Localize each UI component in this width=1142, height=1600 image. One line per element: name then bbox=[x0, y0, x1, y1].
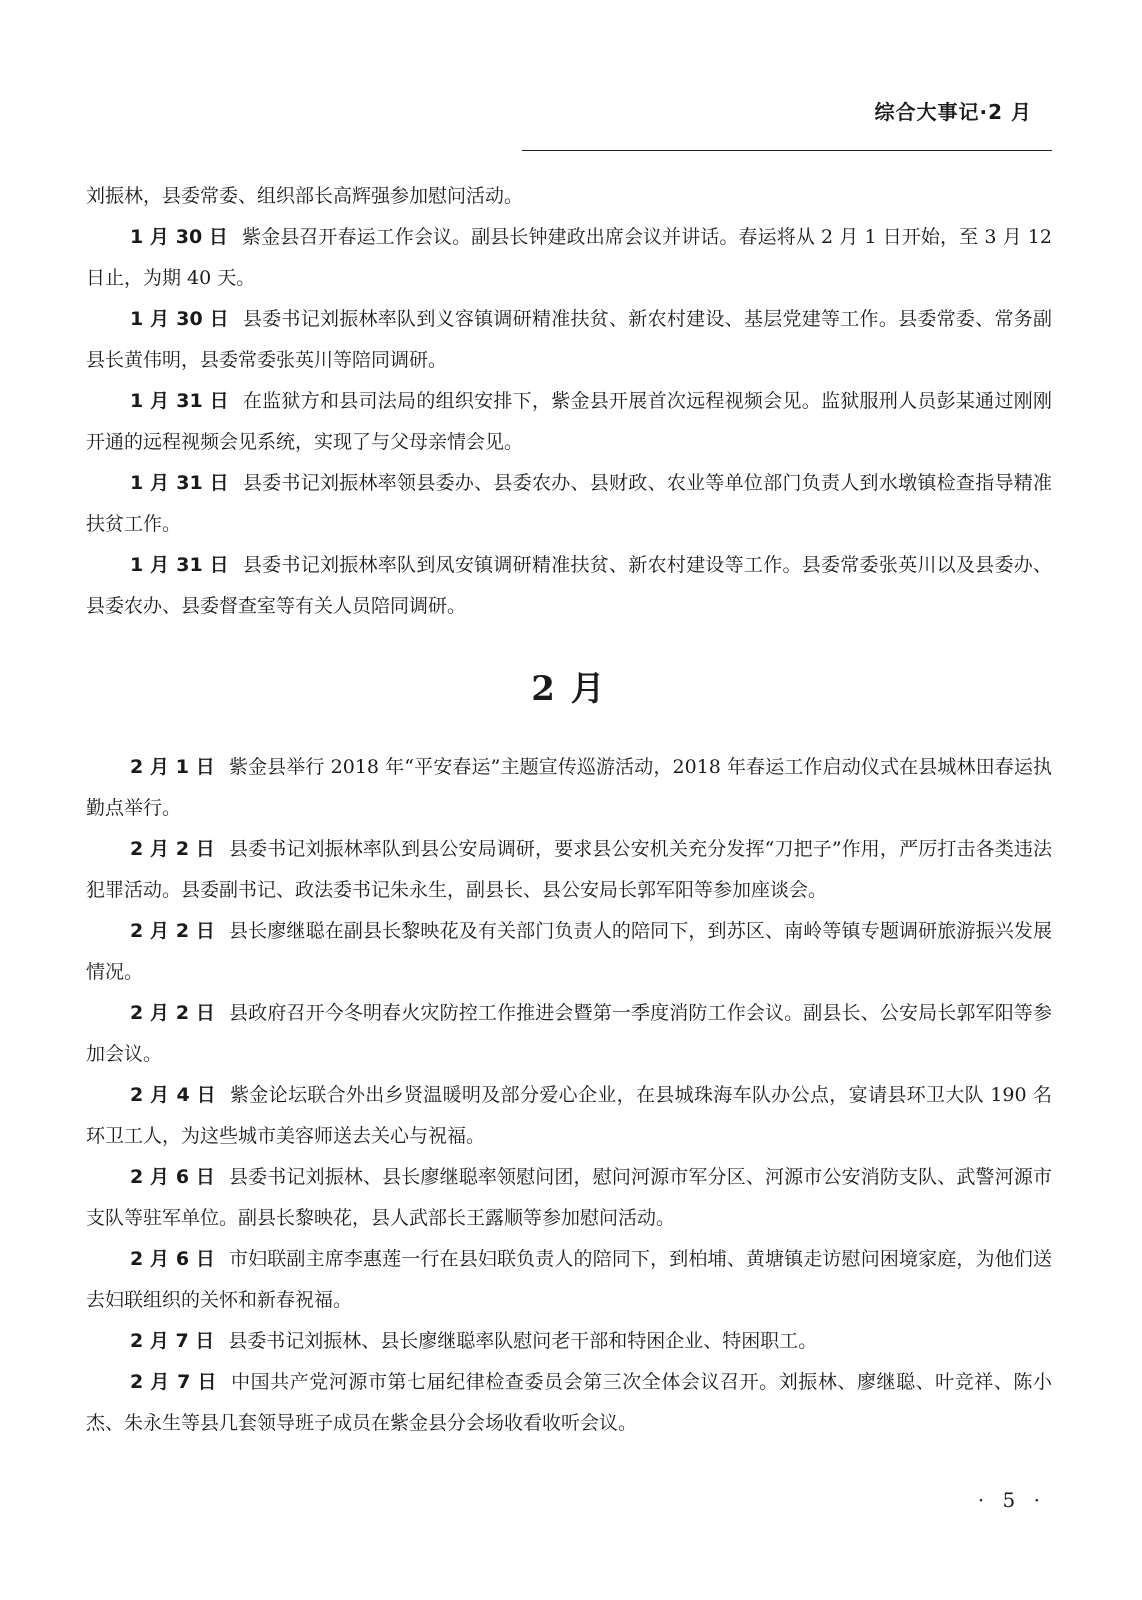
entry-date: 2 月 2 日 bbox=[130, 920, 215, 942]
chronicle-entry bbox=[86, 545, 1052, 627]
chronicle-entry bbox=[86, 1239, 1052, 1321]
chronicle-entry bbox=[86, 463, 1052, 545]
chronicle-entry bbox=[86, 1362, 1052, 1444]
entry-date: 1 月 30 日 bbox=[130, 226, 228, 248]
chronicle-entry bbox=[86, 299, 1052, 381]
entry-date: 2 月 4 日 bbox=[130, 1084, 216, 1106]
entry-date: 2 月 2 日 bbox=[130, 1002, 215, 1024]
february-entry-list bbox=[86, 747, 1052, 1444]
chronicle-entry bbox=[86, 829, 1052, 911]
continuation-paragraph: 刘振林，县委常委、组织部长高辉强参加慰问活动。 bbox=[86, 185, 524, 207]
chronicle-entry bbox=[86, 1157, 1052, 1239]
chronicle-entry bbox=[86, 747, 1052, 829]
entry-text: 县委书记刘振林、县长廖继聪率领慰问团，慰问河源市军分区、河源市公安消防支队、武警河源市支队等驻军单位。副县长黎映花，县人武部长王露顺等参加慰问活动。 bbox=[86, 1166, 1052, 1229]
entry-text: 县长廖继聪在副县长黎映花及有关部门负责人的陪同下，到苏区、南岭等镇专题调研旅游振兴发展情况。 bbox=[86, 920, 1052, 983]
entry-text: 市妇联副主席李惠莲一行在县妇联负责人的陪同下，到柏埔、黄塘镇走访慰问困境家庭，为他们送去妇联组织的关怀和新春祝福。 bbox=[86, 1248, 1052, 1311]
entry-text: 县委书记刘振林率领县委办、县委农办、县财政、农业等单位部门负责人到水墩镇检查指导精准扶贫工作。 bbox=[86, 472, 1052, 535]
page-number: · 5 · bbox=[977, 1488, 1046, 1512]
entry-date: 1 月 31 日 bbox=[130, 390, 229, 412]
chronicle-entry bbox=[86, 381, 1052, 463]
chronicle-entry bbox=[86, 993, 1052, 1075]
entry-date: 2 月 7 日 bbox=[130, 1371, 218, 1393]
entry-text: 县委书记刘振林率队到义容镇调研精准扶贫、新农村建设、基层党建等工作。县委常委、常务副县长黄伟明，县委常委张英川等陪同调研。 bbox=[86, 308, 1052, 371]
entry-text: 县政府召开今冬明春火灾防控工作推进会暨第一季度消防工作会议。副县长、公安局长郭军阳等参加会议。 bbox=[86, 1002, 1052, 1065]
january-entry-list bbox=[86, 217, 1052, 627]
chronicle-entry bbox=[86, 1075, 1052, 1157]
entry-date: 1 月 30 日 bbox=[130, 308, 229, 330]
entry-text: 紫金论坛联合外出乡贤温暖明及部分爱心企业，在县城珠海车队办公点，宴请县环卫大队 190 名环卫工人，为这些城市美容师送去关心与祝福。 bbox=[86, 1084, 1052, 1147]
entry-text: 中国共产党河源市第七届纪律检查委员会第三次全体会议召开。刘振林、廖继聪、叶竞祥、陈小杰、朱永生等县几套领导班子成员在紫金县分会场收看收听会议。 bbox=[86, 1371, 1052, 1434]
entry-text: 在监狱方和县司法局的组织安排下，紫金县开展首次远程视频会见。监狱服刑人员彭某通过刚刚开通的远程视频会见系统，实现了与父母亲情会见。 bbox=[86, 390, 1052, 453]
entry-date: 2 月 6 日 bbox=[130, 1166, 215, 1188]
entry-date: 2 月 1 日 bbox=[130, 756, 215, 778]
entry-date: 2 月 7 日 bbox=[130, 1330, 215, 1352]
entry-date: 2 月 6 日 bbox=[130, 1248, 215, 1270]
entry-text: 县委书记刘振林率队到县公安局调研，要求县公安机关充分发挥“刀把子”作用，严厉打击各类违法犯罪活动。县委副书记、政法委书记朱永生，副县长、县公安局长郭军阳等参加座谈会。 bbox=[86, 838, 1052, 901]
entry-date: 1 月 31 日 bbox=[130, 554, 229, 576]
entry-date: 2 月 2 日 bbox=[130, 838, 215, 860]
entry-text: 紫金县召开春运工作会议。副县长钟建政出席会议并讲话。春运将从 2 月 1 日开始，至 3 月 12 日止，为期 40 天。 bbox=[86, 226, 1052, 289]
entry-text: 县委书记刘振林、县长廖继聪率队慰问老干部和特困企业、特困职工。 bbox=[228, 1330, 818, 1352]
chronicle-entry bbox=[86, 217, 1052, 299]
chronicle-entry bbox=[86, 911, 1052, 993]
page-body bbox=[86, 176, 1052, 1444]
month-heading: 2 月 bbox=[531, 669, 607, 709]
header-rule bbox=[522, 150, 1052, 151]
entry-text: 县委书记刘振林率队到凤安镇调研精准扶贫、新农村建设等工作。县委常委张英川以及县委办、县委农办、县委督查室等有关人员陪同调研。 bbox=[86, 554, 1052, 617]
entry-date: 1 月 31 日 bbox=[130, 472, 229, 494]
running-header: 综合大事记·2 月 bbox=[874, 100, 1032, 124]
entry-text: 紫金县举行 2018 年“平安春运”主题宣传巡游活动，2018 年春运工作启动仪式在县城林田春运执勤点举行。 bbox=[86, 756, 1052, 819]
chronicle-entry bbox=[86, 1321, 1052, 1362]
